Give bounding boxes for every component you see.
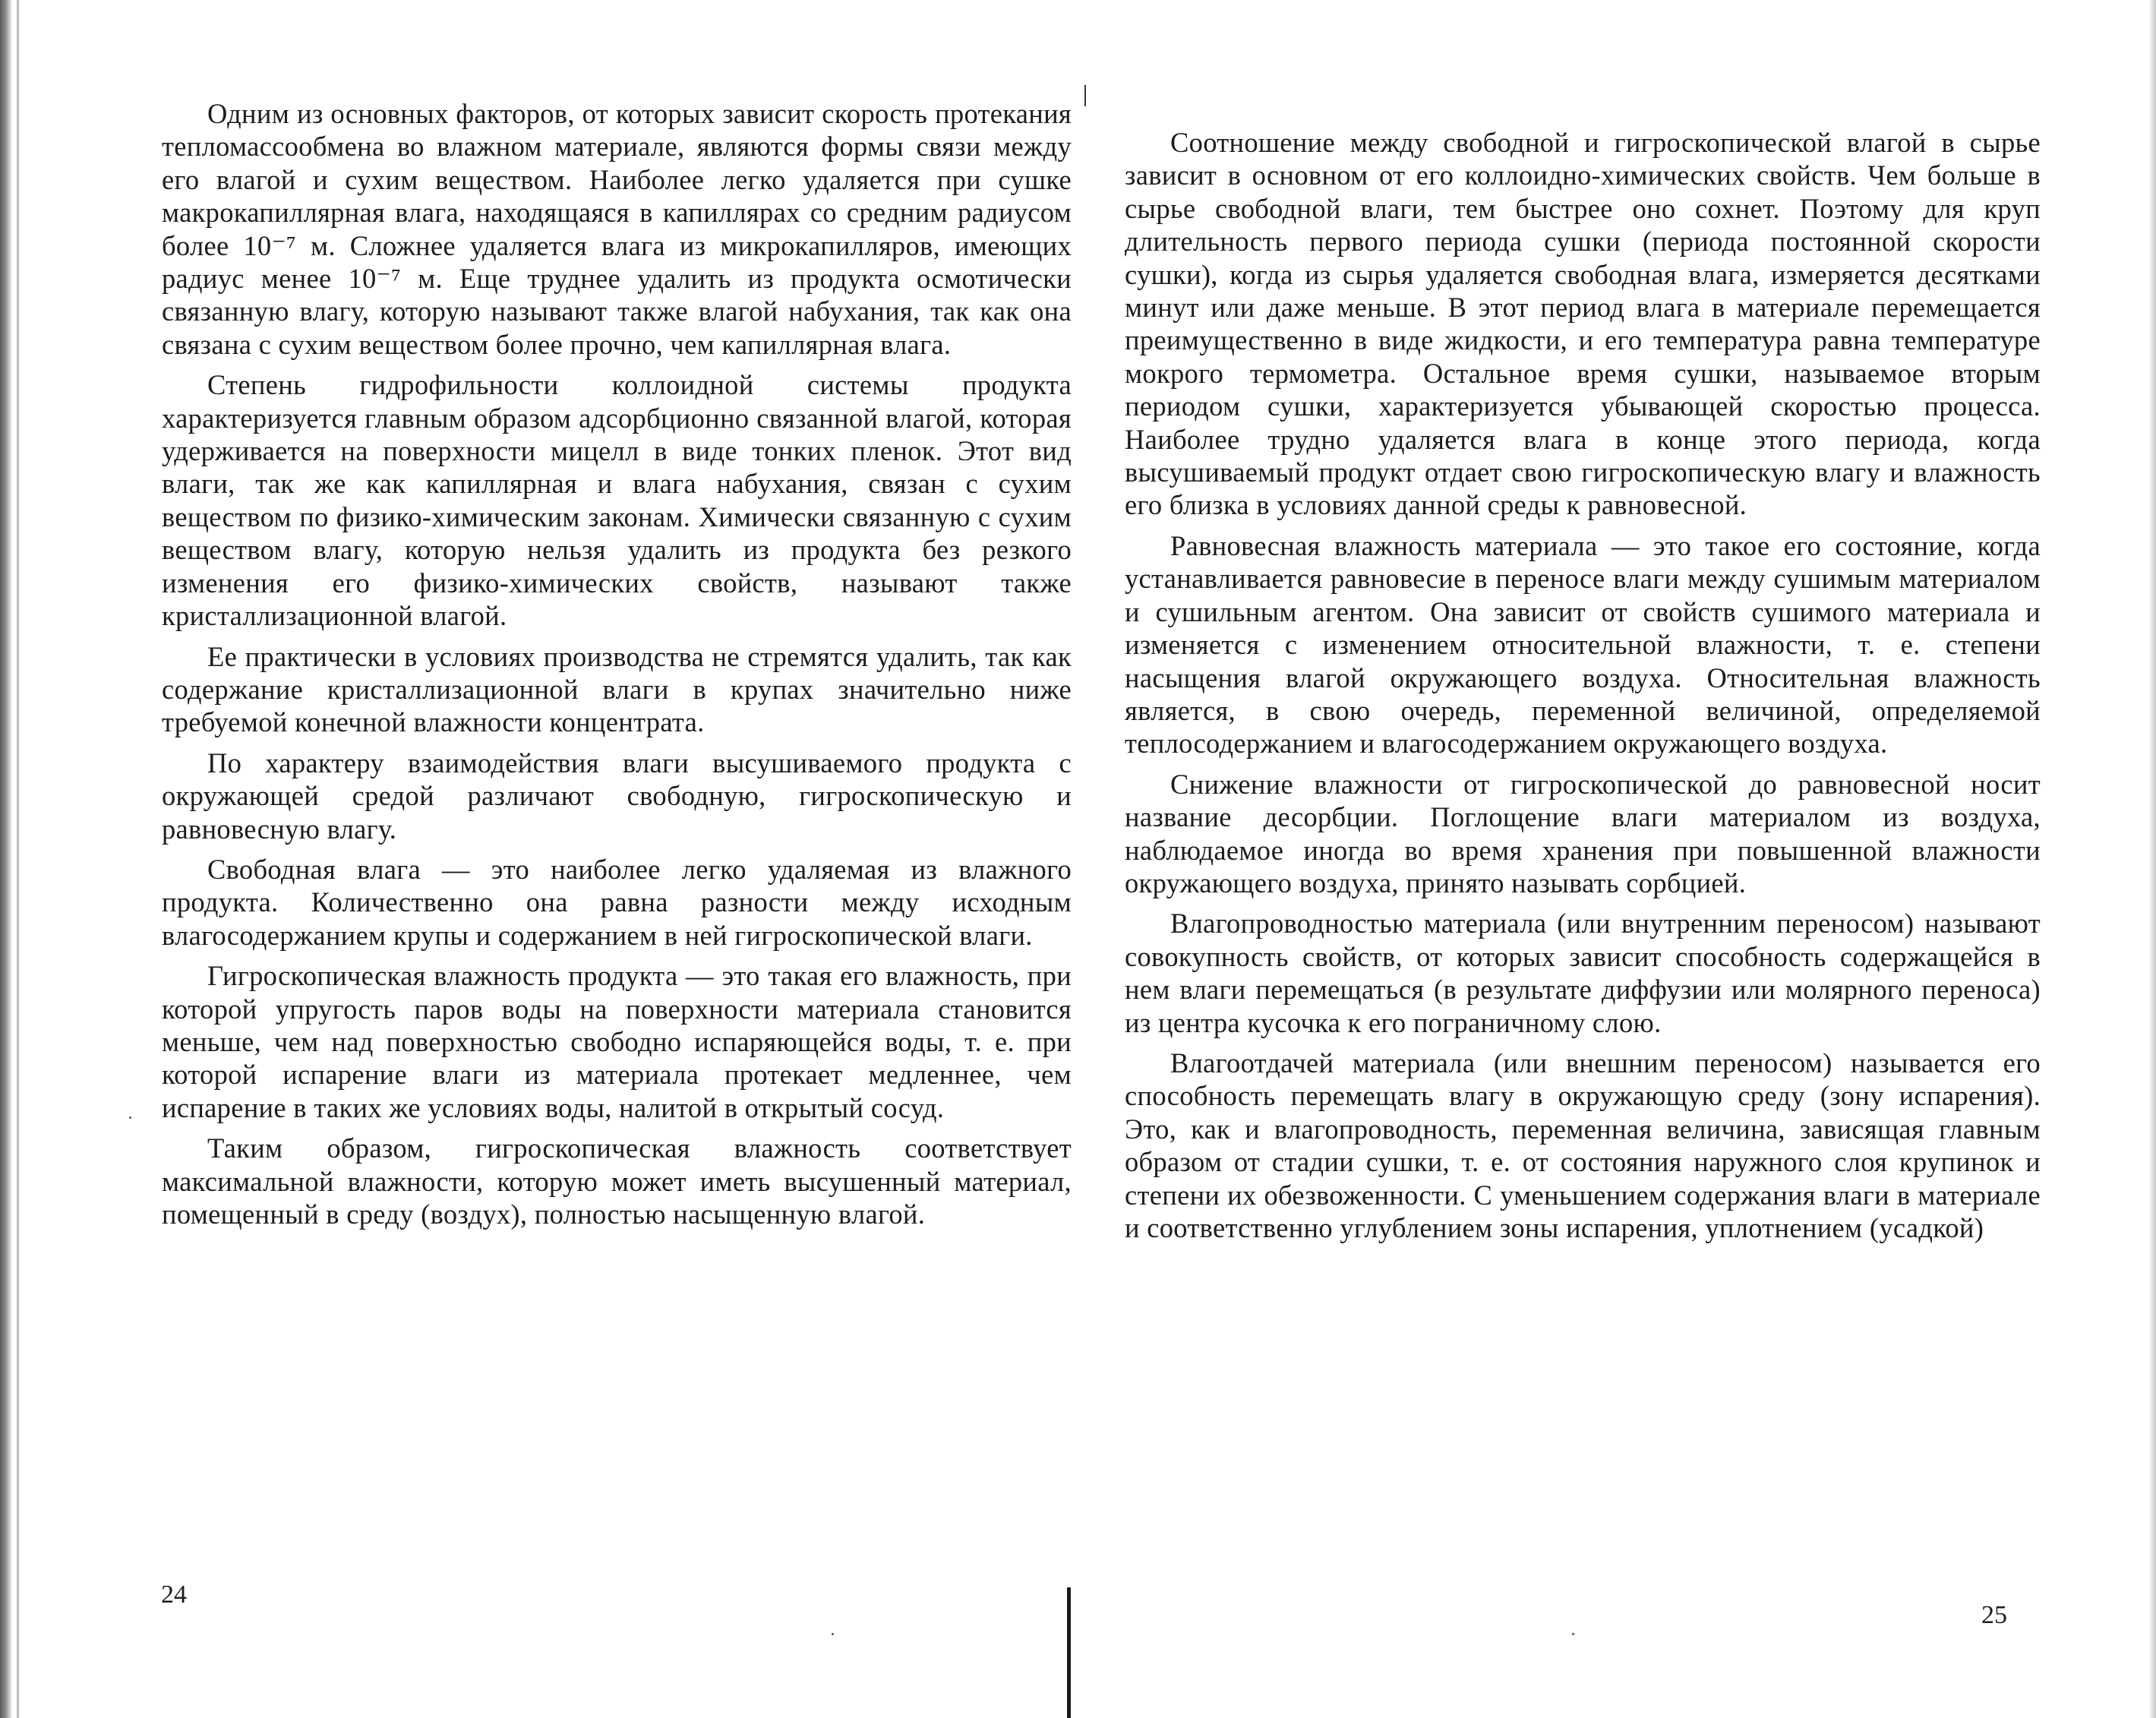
paragraph: Таким образом, гигроскопическая влажность соответствует максимальной влажности, которую может иметь высушенный материал, помещенный в среду (воздух), полностью насыщенную влагой. [162,1132,1072,1230]
paragraph: Влагопроводностью материала (или внутренним переносом) называют совокупность свойств, от которых зависит способность содержащейся в нем влаги перемещаться (в результате диффузии или молярного переноса) из центра кусочка к его пограничному слою. [1125,908,2041,1038]
right-text-column [1125,126,2041,1252]
right-page [1078,0,2156,1718]
paragraph: Соотношение между свободной и гигроскопической влагой в сырье зависит в основном от его коллоидно-химических свойств. Чем больше в сырье свободной влаги, тем быстрее оно сохнет. Поэтому для круп длительность первого периода сушки (периода постоянной скорости сушки), когда из сырья удаляется свободная влага, измеряется десятками минут или даже меньше. В этот период влага в материале перемещается преимущественно в виде жидкости, и его температура равна температуре мокрого термометра. Остальное время сушки, называемое вторым периодом сушки, характеризуется убывающей скоростью процесса. Наиболее трудно удаляется влага в конце этого периода, когда высушиваемый продукт отдает свою гигроскопическую влагу и влажность его близка в условиях данной среды к равновесной. [1125,127,2041,521]
paragraph: Снижение влажности от гигроскопической до равновесной носит название десорбции. Поглощение влаги материалом из воздуха, наблюдаемое иногда во время хранения при повышенной влажности окружающего воздуха, принято называть сорбцией. [1125,768,2041,898]
paragraph: Ее практически в условиях производства не стремятся удалить, так как содержание кристаллизационной влаги в крупах значительно ниже требуемой конечной влажности концентрата. [162,640,1072,738]
paragraph: Степень гидрофильности коллоидной системы продукта характеризуется главным образом адсорбционно связанной влагой, которая удерживается на поверхности мицелл в виде тонких пленок. Этот вид влаги, так же как капиллярная и влага набухания, связан с сухим веществом по физико-химическим законам. Химически связанную с сухим веществом влагу, которую нельзя удалить из продукта без резкого изменения его физико-химических свойств, называют также кристаллизационной влагой. [162,369,1072,632]
scan-speck [832,1633,834,1635]
paragraph: Влагоотдачей материала (или внешним переносом) называется его способность перемещать влагу в окружающую среду (зону испарения). Это, как и влагопроводность, переменная величина, зависящая главным образом от стадии сушки, т. е. от состояния наружного слоя крупинок и степени их обезвоженности. С уменьшением содержания влаги в материале и соответственно углублением зоны испарения, уплотнением (усадкой) [1125,1047,2041,1243]
gutter-line [1067,1587,1071,1718]
left-page [0,0,1075,1718]
paragraph: По характеру взаимодействия влаги высушиваемого продукта с окружающей средой различают свободную, гигроскопическую и равновесную влагу. [162,747,1072,845]
paragraph: Одним из основных факторов, от которых зависит скорость протекания тепломассообмена во влажном материале, являются формы связи между его влагой и сухим веществом. Наиболее легко удаляется при сушке макрокапиллярная влага, находящаяся в капиллярах со средним радиусом более 10⁻⁷ м. Сложнее удаляется влага из микрокапилляров, имеющих радиус менее 10⁻⁷ м. Еще труднее удалить из продукта осмотически связанную влагу, которую называют также влагой набухания, так как она связана с сухим веществом более прочно, чем капиллярная влага. [162,98,1072,360]
paragraph: Свободная влага — это наиболее легко удаляемая из влажного продукта. Количественно она равна разности между исходным влагосодержанием крупы и содержанием в ней гигроскопической влаги. [162,853,1072,951]
page-number-left: 24 [161,1581,187,1609]
paragraph: Гигроскопическая влажность продукта — это такая его влажность, при которой упругость паров воды на поверхности материала становится меньше, чем над поверхностью свободно испаряющейся воды, т. е. при которой испарение влаги из материала протекает медленнее, чем испарение в таких же условиях воды, налитой в открытый сосуд. [162,960,1072,1123]
scan-speck [1572,1633,1574,1635]
scan-speck [129,1116,131,1119]
paragraph: Равновесная влажность материала — это такое его состояние, когда устанавливается равновесие в переносе влаги между сушимым материалом и сушильным агентом. Она зависит от свойств сушимого материала и изменяется с изменением относительной влажности, т. е. степени насыщения влагой окружающего воздуха. Относительная влажность является, в свою очередь, переменной величиной, определяемой теплосодержанием и влагосодержанием окружающего воздуха. [1125,529,2041,760]
left-text-column [162,97,1072,1238]
page-number-right: 25 [1981,1601,2007,1629]
